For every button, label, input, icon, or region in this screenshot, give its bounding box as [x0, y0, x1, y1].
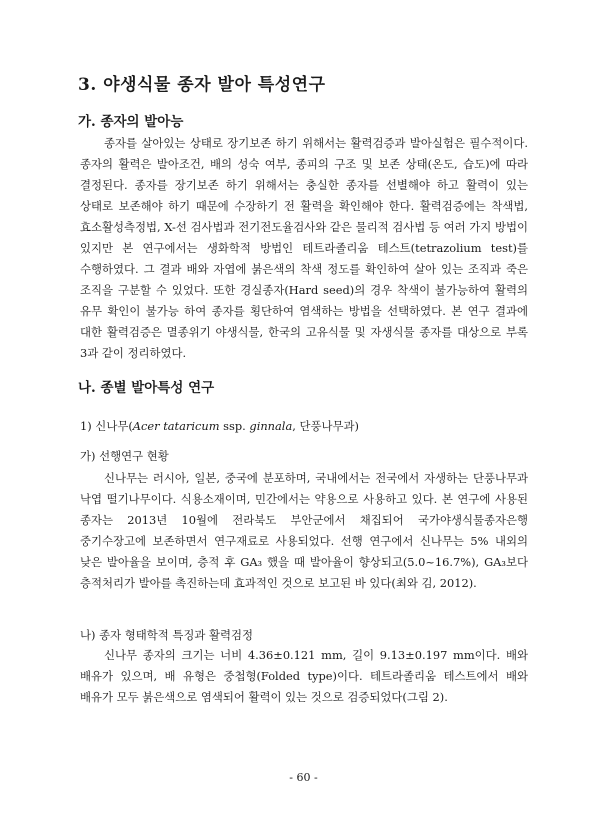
species-item — [80, 418, 359, 434]
subsection-a-paragraph: 종자를 살아있는 상태로 장기보존 하기 위해서는 활력검증과 발아실험은 필수적이다. 종자의 활력은 발아조건, 배의 성숙 여부, 종피의 구조 및 보존 상태(온도, 습도)에 따라 결정된다. 종자를 장기보존 하기 위해서는 충실한 종자를 선별해야 하고 활력이 있는 상태로 보존해야 하기 때문에 수장하기 전 활력을 확인해야 한다. 활력검증에는 착색법, 효소활성측정법, X-선 검사법과 전기전도율검사와 같은 물리적 검사법 등 여러 가지 방법이 있지만 본 연구에서는 생화학적 방법인 테트라졸리움 테스트(tetrazolium test)를 수행하였다. 그 결과 배와 자엽에 붉은색의 착색 정도를 확인하여 살아 있는 조직과 죽은 조직을 구분할 수 있었다. 또한 경실종자(Hard seed)의 경우 착색이 불가능하여 활력의 유무 확인이 불가능 하여 종자를 횡단하여 염색하는 방법을 선택하였다. 본 연구 결과에 대한 활력검증은 멸종위기 야생식물, 한국의 고유식물 및 자생식물 종자를 대상으로 부록 3과 같이 정리하였다. — [80, 136, 528, 360]
species-ssp-label: ssp. — [219, 419, 250, 433]
prior-research-heading: 가) 선행연구 현황 — [80, 449, 169, 463]
species-subspecies-name: ginnala — [249, 419, 293, 433]
morphology-paragraph: 신나무 종자의 크기는 너비 4.36±0.121 mm, 길이 9.13±0.197 mm이다. 배와 배유가 있으며, 배 유형은 중첩형(Folded type)이다. 테트라졸리움 테스트에서 배와 배유가 모두 붉은색으로 염색되어 활력이 있는 것으로 검증되었다(그림 2). — [80, 648, 528, 704]
section-title: 3. 야생식물 종자 발아 특성연구 — [78, 75, 326, 95]
subsection-b-title: 나. 종별 발아특성 연구 — [78, 380, 215, 396]
prior-research-paragraph: 신나무는 러시아, 일본, 중국에 분포하며, 국내에서는 전국에서 자생하는 단풍나무과 낙엽 떨기나무이다. 식용소재이며, 민간에서는 약용으로 사용하고 있다. 본 연구에 사용된 종자는 2013년 10월에 전라북도 부안군에서 채집되어 국가야생식물종자은행 중기수장고에 보존하면서 연구재료로 사용되었다. 선행 연구에서 신나무는 5% 내외의 낮은 발아율을 보이며, 층적 후 GA₃ 했을 때 발아율이 향상되고(5.0~16.7%), GA₃보다 층적처리가 발아를 촉진하는데 효과적인 것으로 보고된 바 있다(최와 김, 2012). — [80, 471, 528, 590]
species-scientific-name: Acer tataricum — [132, 419, 220, 433]
subsection-a-title: 가. 종자의 발아능 — [78, 114, 184, 130]
page-number: - 60 - — [289, 771, 318, 784]
morphology-heading: 나) 종자 형태학적 특징과 활력검정 — [80, 628, 253, 642]
species-prefix: 1) 신나무( — [80, 419, 133, 433]
species-suffix: , 단풍나무과) — [292, 419, 359, 433]
